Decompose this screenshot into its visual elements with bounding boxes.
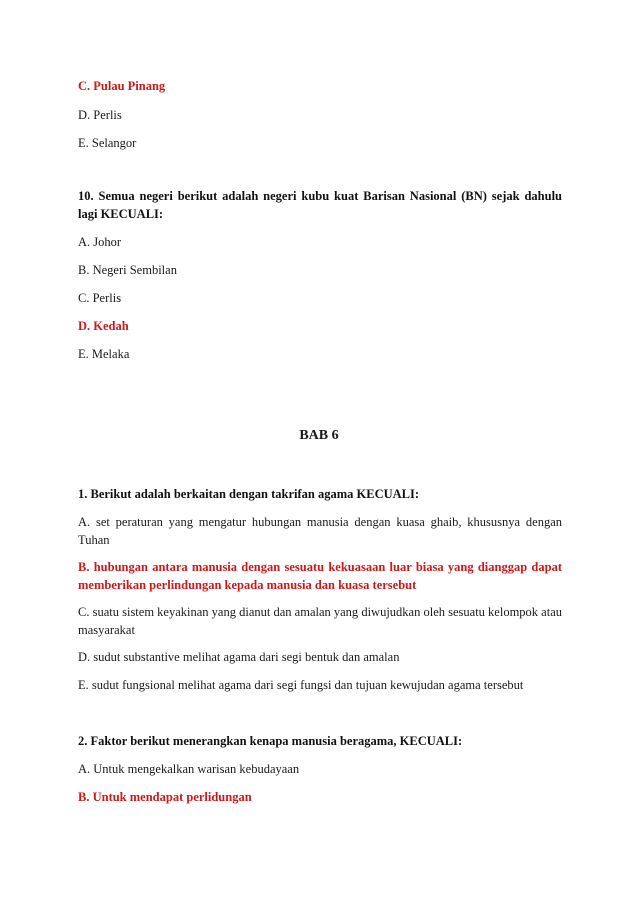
q10-option-a: A. Johor bbox=[78, 235, 122, 249]
q10-option-b: B. Negeri Sembilan bbox=[78, 263, 177, 277]
bab6-q1-option-c: C. suatu sistem keyakinan yang dianut dan amalan yang diwujudkan oleh sesuatu kelompok atau masyarakat bbox=[78, 605, 562, 637]
bab6-q1-stem: 1. Berikut adalah berkaitan dengan takrifan agama KECUALI: bbox=[78, 487, 420, 501]
q10-option-e: E. Melaka bbox=[78, 347, 130, 361]
bab6-q2-stem: 2. Faktor berikut menerangkan kenapa manusia beragama, KECUALI: bbox=[78, 734, 463, 748]
bab6-q2-option-b: B. Untuk mendapat perlidungan bbox=[78, 790, 252, 804]
q10-option-d: D. Kedah bbox=[78, 319, 129, 333]
bab6-q1-option-e: E. sudut fungsional melihat agama dari segi fungsi dan tujuan kewujudan agama tersebut bbox=[78, 678, 524, 692]
chapter-title: BAB 6 bbox=[299, 428, 339, 443]
prev-option-d: D. Perlis bbox=[78, 108, 122, 122]
prev-option-e: E. Selangor bbox=[78, 136, 137, 150]
bab6-q1-option-a: A. set peraturan yang mengatur hubungan manusia dengan kuasa ghaib, khususnya dengan Tuhan bbox=[78, 515, 562, 547]
q10-option-c: C. Perlis bbox=[78, 291, 122, 305]
bab6-q1-option-b: B. hubungan antara manusia dengan sesuatu kekuasaan luar biasa yang dianggap dapat memberikan perlindungan kepada manusia dan kuasa tersebut bbox=[78, 560, 562, 592]
bab6-q1-option-d: D. sudut substantive melihat agama dari segi bentuk dan amalan bbox=[78, 650, 400, 664]
bab6-q2-option-a: A. Untuk mengekalkan warisan kebudayaan bbox=[78, 762, 300, 776]
prev-option-c: C. Pulau Pinang bbox=[78, 79, 166, 93]
question-10-stem: 10. Semua negeri berikut adalah negeri kubu kuat Barisan Nasional (BN) sejak dahulu lagi KECUALI: bbox=[78, 189, 562, 221]
